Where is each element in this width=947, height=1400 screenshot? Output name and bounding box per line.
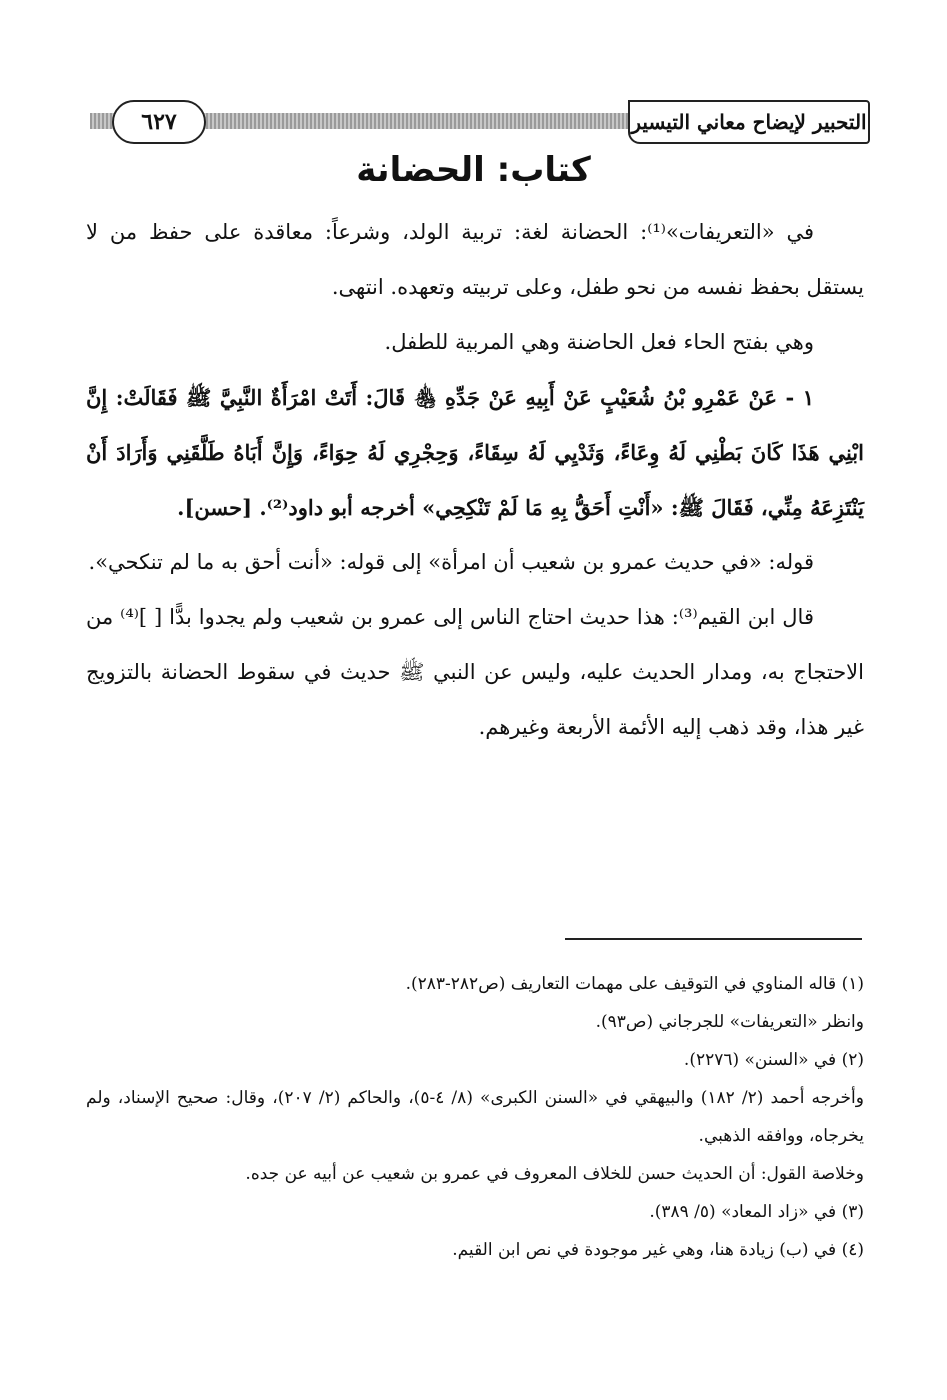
chapter-title: كتاب: الحضانة — [356, 150, 591, 190]
footnote-3: (٣) في «زاد المعاد» (٥/ ٣٨٩). — [649, 1202, 864, 1222]
book-title: التحبير لإيضاح معاني التيسير — [628, 100, 870, 144]
main-text — [86, 205, 864, 755]
footnote-1: (١) قاله المناوي في التوقيف على مهمات التعاريف (ص٢٨٢-٢٨٣). — [405, 974, 864, 994]
header-band — [150, 113, 640, 129]
page-number: ٦٢٧ — [112, 100, 206, 144]
footnote-2-summary: وخلاصة القول: أن الحديث حسن للخلاف المعروف في عمرو بن شعيب عن أبيه عن جده. — [245, 1164, 864, 1184]
paragraph-vocalization: وهي بفتح الحاء فعل الحاضنة وهي المربية للطفل. — [384, 330, 814, 354]
footnote-2: (٢) في «السنن» (٢٢٧٦). — [683, 1050, 864, 1070]
footnote-1-cont: وانظر «التعريفات» للجرجاني (ص٩٣). — [595, 1012, 864, 1032]
footnote-separator — [565, 938, 862, 940]
footnote-2-cont: وأخرجه أحمد (٢/ ١٨٢) والبيهقي في «السنن الكبرى» (٨/ ٤-٥)، والحاكم (٢/ ٢٠٧)، وقال: صحيح الإسناد، ولم يخرجاه، ووافقه الذهبي. — [86, 1088, 864, 1146]
running-header — [90, 100, 870, 148]
footnote-4: (٤) في (ب) زيادة هنا، وهي غير موجودة في نص ابن القيم. — [452, 1240, 864, 1260]
paragraph-commentary-quote: قوله: «في حديث عمرو بن شعيب أن امرأة» إلى قوله: «أنت أحق به ما لم تنكحي». — [88, 550, 814, 574]
paragraph-ibn-qayyim: قال ابن القيم⁽³⁾: هذا حديث احتاج الناس إلى عمرو بن شعيب ولم يجدوا بدًّا [ ]⁽⁴⁾ من الاحتجاج به، ومدار الحديث عليه، وليس عن النبي ﷺ حديث في سقوط الحضانة بالتزويج غير هذا، وقد ذهب إليه الأئمة الأربعة وغيرهم. — [86, 605, 864, 739]
hadith-text: ١ - عَنْ عَمْرِو بْنُ شُعَيْبٍ عَنْ أَبِيهِ عَنْ جَدِّهِ ﵃ قَالَ: أَتَتْ امْرَأَةٌ النَّبِيَّ ﷺ فَقَالَتْ: إِنَّ ابْنِي هَذَا كَانَ بَطْنِي لَهُ وِعَاءً، وَثَدْيِي لَهُ سِقَاءً، وَحِجْرِي لَهُ حِوَاءً، وَإِنَّ أَبَاهُ طَلَّقَنِي وَأَرَادَ أَنْ يَنْتَزِعَهُ مِنِّي، فَقَالَ ﷺ: «أَنْتِ أَحَقُّ بِهِ مَا لَمْ تَنْكِحِي» أخرجه أبو داود⁽²⁾. [حسن]. — [86, 385, 864, 520]
paragraph-definition: في «التعريفات»⁽¹⁾: الحضانة لغة: تربية الولد، وشرعاً: معاقدة على حفظ من لا يستقل بحفظ نفسه من نحو طفل، وعلى تربيته وتعهده. انتهى. — [86, 220, 864, 299]
footnotes — [86, 965, 864, 1269]
